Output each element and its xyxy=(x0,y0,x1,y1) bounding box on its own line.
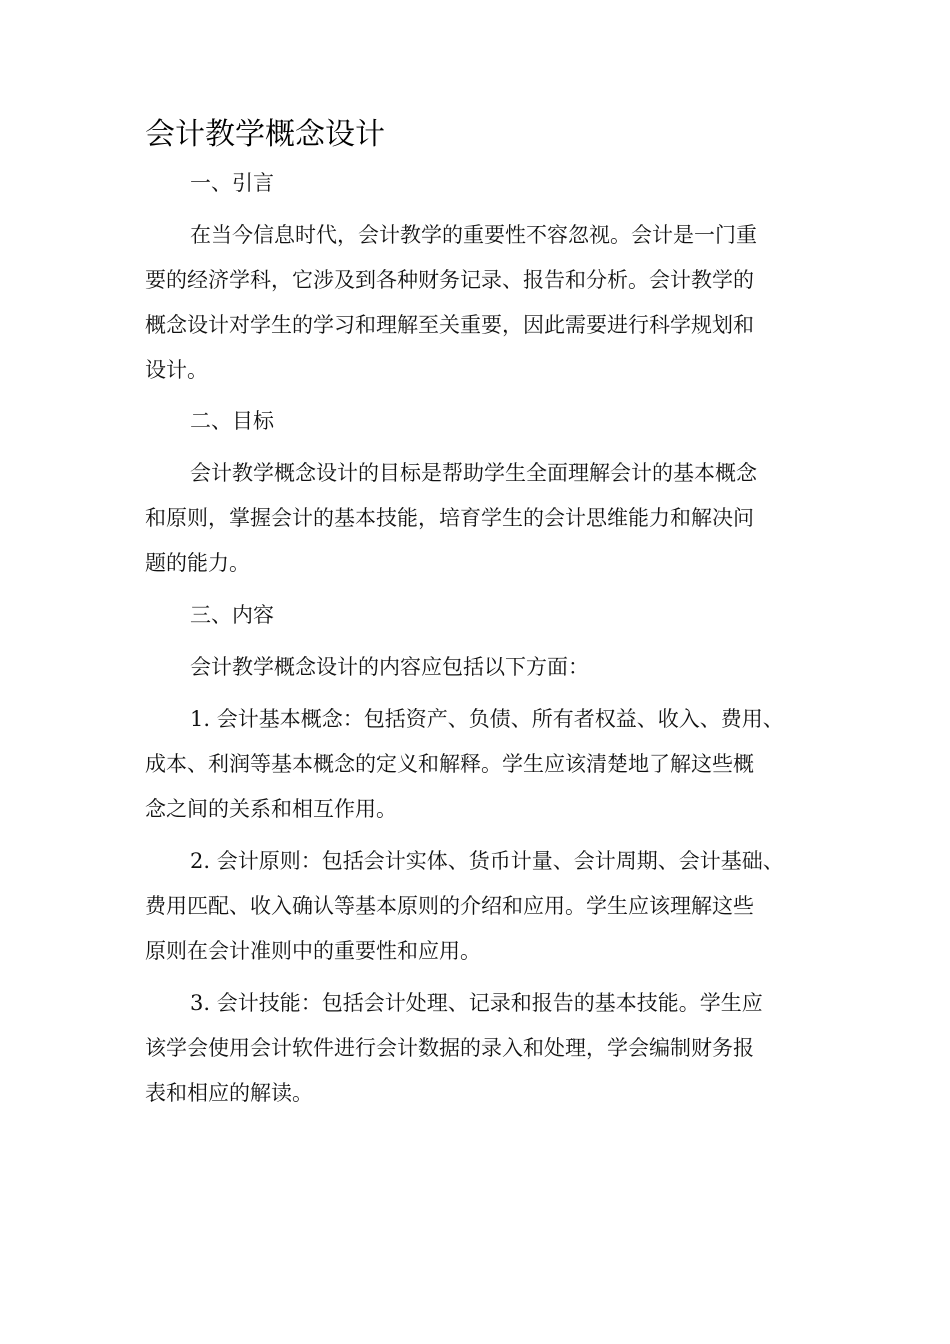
paragraph-line: 会计教学概念设计的内容应包括以下方面： xyxy=(190,655,589,679)
list-item-line: 2. 会计原则：包括会计实体、货币计量、会计周期、会计基础、 xyxy=(190,849,784,873)
list-item-line: 费用匹配、收入确认等基本原则的介绍和应用。学生应该理解这些 xyxy=(145,894,754,918)
paragraph-line: 和原则，掌握会计的基本技能，培育学生的会计思维能力和解决问 xyxy=(145,506,754,530)
document-title: 会计教学概念设计 xyxy=(145,117,385,152)
paragraph-line: 概念设计对学生的学习和理解至关重要，因此需要进行科学规划和 xyxy=(145,313,754,337)
paragraph-line: 要的经济学科，它涉及到各种财务记录、报告和分析。会计教学的 xyxy=(145,268,754,292)
list-item-line: 成本、利润等基本概念的定义和解释。学生应该清楚地了解这些概 xyxy=(145,752,754,776)
paragraph-line: 设计。 xyxy=(145,358,208,382)
list-item-line: 念之间的关系和相互作用。 xyxy=(145,797,397,821)
paragraph-line: 在当今信息时代，会计教学的重要性不容忽视。会计是一门重 xyxy=(190,223,757,247)
list-item-line: 1. 会计基本概念：包括资产、负债、所有者权益、收入、费用、 xyxy=(190,707,784,731)
section-heading-content: 三、内容 xyxy=(190,603,274,627)
section-heading-objectives: 二、目标 xyxy=(190,409,274,433)
paragraph-line: 题的能力。 xyxy=(145,551,250,575)
list-item-line: 原则在会计准则中的重要性和应用。 xyxy=(145,939,481,963)
list-item-line: 3. 会计技能：包括会计处理、记录和报告的基本技能。学生应 xyxy=(190,991,763,1015)
list-item-line: 表和相应的解读。 xyxy=(145,1081,313,1105)
paragraph-line: 会计教学概念设计的目标是帮助学生全面理解会计的基本概念 xyxy=(190,461,757,485)
section-heading-introduction: 一、引言 xyxy=(190,171,274,195)
list-item-line: 该学会使用会计软件进行会计数据的录入和处理，学会编制财务报 xyxy=(145,1036,754,1060)
